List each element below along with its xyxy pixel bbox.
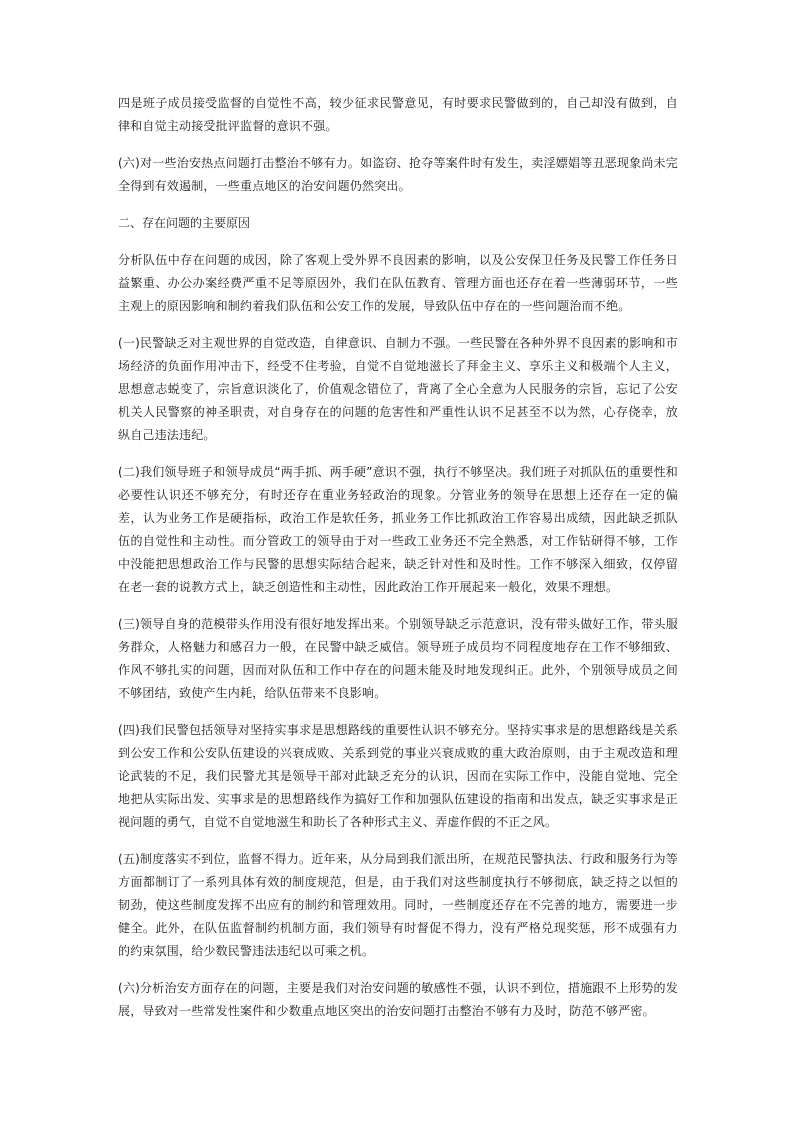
paragraph-causes-analysis: 分析队伍中存在问题的成因，除了客观上受外界不良因素的影响，以及公安保卫任务及民警工作任务日益繁重、办公办案经费严重不足等原因外，我们在队伍教育、管理方面也还存在着一些薄弱环节，一些主观上的原因影响和制约着我们队伍和公安工作的发展，导致队伍中存在的一些问题治而不绝。 [118, 253, 678, 313]
paragraph-cause-4: (四)我们民警包括领导对坚持实事求是思想路线的重要性认识不够充分。坚持实事求是的思想路线是关系到公安工作和公安队伍建设的兴衰成败、关系到党的事业兴衰成败的重大政治原则，由于主观改造和理论武装的不足，我们民警尤其是领导干部对此缺乏充分的认识，因而在实际工作中，没能自觉地、完全地把从实际出发、实事求是的思想路线作为搞好工作和加强队伍建设的指南和出发点，缺乏实事求是正视问题的勇气，自觉不自觉地滋生和助长了各种形式主义、弄虚作假的不正之风。 [118, 723, 678, 829]
section-heading-main-causes: 二、存在问题的主要原因 [118, 216, 251, 230]
paragraph-cause-2: (二)我们领导班子和领导成员“两手抓、两手硬”意识不强，执行不够坚决。我们班子对抓队伍的重要性和必要性认识还不够充分，有时还存在重业务轻政治的现象。分管业务的领导在思想上还存在一定的偏差，认为业务工作是硬指标，政治工作是软任务，抓业务工作比抓政治工作容易出成绩，因此缺乏抓队伍的自觉性和主动性。而分管政工的领导由于对一些政工业务还不完全熟悉，对工作钻研得不够，工作中没能把思想政治工作与民警的思想实际结合起来，缺乏针对性和及时性。工作不够深入细致，仅停留在老一套的说教方式上，缺乏创造性和主动性，因此政治工作开展起来一般化，效果不理想。 [118, 465, 678, 594]
paragraph-cause-1: (一)民警缺乏对主观世界的自觉改造，自律意识、自制力不强。一些民警在各种外界不良因素的影响和市场经济的负面作用冲击下，经受不住考验，自觉不自觉地滋长了拜金主义、享乐主义和极端个人主义，思想意志蜕变了，宗旨意识淡化了，价值观念错位了，背离了全心全意为人民服务的宗旨，忘记了公安机关人民警察的神圣职责，对自身存在的问题的危害性和严重性认识不足甚至不以为然，心存侥幸，放纵自己违法违纪。 [118, 336, 678, 442]
paragraph-cause-6: (六)分析治安方面存在的问题，主要是我们对治安问题的敏感性不强，认识不到位，措施跟不上形势的发展，导致对一些常发性案件和少数重点地区突出的治安问题打击整治不够有力及时，防范不够严密。 [118, 981, 678, 1018]
document-body [118, 92, 678, 1037]
paragraph-supervision: 四是班子成员接受监督的自觉性不高，较少征求民警意见，有时要求民警做到的，自己却没有做到，自律和自觉主动接受批评监督的意识不强。 [118, 96, 678, 133]
paragraph-cause-5: (五)制度落实不到位，监督不得力。近年来，从分局到我们派出所，在规范民警执法、行政和服务行为等方面都制订了一系列具体有效的制度规范，但是，由于我们对这些制度执行不够彻底，缺乏持之以恒的韧劲，使这些制度发挥不出应有的制约和管理效用。同时，一些制度还存在不完善的地方，需要进一步健全。此外，在队伍监督制约机制方面，我们领导有时督促不得力，没有严格兑现奖惩，形不成强有力的约束氛围，给少数民警违法违纪以可乘之机。 [118, 852, 678, 958]
paragraph-public-security-hotspots: (六)对一些治安热点问题打击整治不够有力。如盗窃、抢夺等案件时有发生，卖淫嫖娼等丑恶现象尚未完全得到有效遏制，一些重点地区的治安问题仍然突出。 [118, 156, 678, 193]
paragraph-cause-3: (三)领导自身的范模带头作用没有很好地发挥出来。个别领导缺乏示范意识，没有带头做好工作，带头服务群众，人格魅力和感召力一般，在民警中缺乏威信。领导班子成员均不同程度地存在工作不够细致、作风不够扎实的问题，因而对队伍和工作中存在的问题未能及时地发现纠正。此外，个别领导成员之间不够团结，致使产生内耗，给队伍带来不良影响。 [118, 617, 678, 700]
